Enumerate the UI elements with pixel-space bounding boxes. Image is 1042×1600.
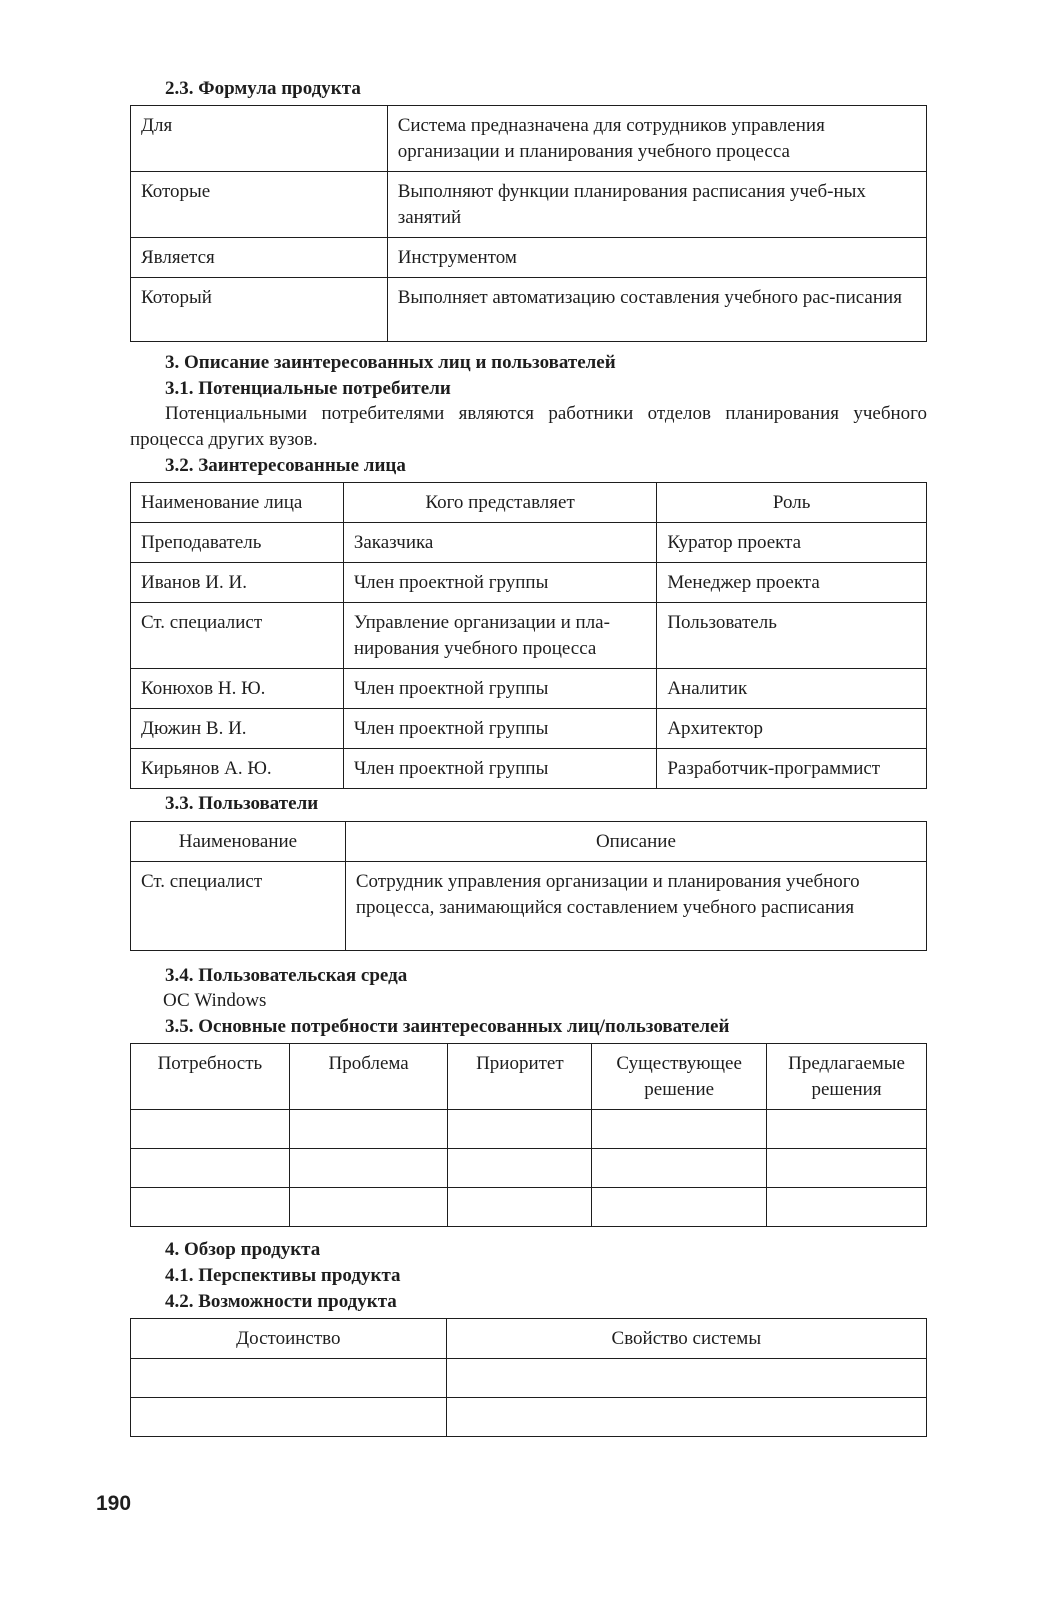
table-row xyxy=(131,603,927,669)
section-heading-3-3: 3.3. Пользователи xyxy=(165,793,319,814)
section-heading-3-1: 3.1. Потенциальные потребители xyxy=(165,378,451,399)
column-header: Достоинство xyxy=(131,1319,447,1359)
table-row xyxy=(131,1188,927,1227)
section-heading-3: 3. Описание заинтересованных лиц и пользователей xyxy=(165,352,616,373)
section-heading-4: 4. Обзор продукта xyxy=(165,1239,321,1260)
table-cell: Кирьянов А. Ю. xyxy=(131,749,344,789)
table-cell: Разработчик-программист xyxy=(657,749,927,789)
section-heading-4-2: 4.2. Возможности продукта xyxy=(165,1291,397,1312)
table-cell: Член проектной группы xyxy=(343,563,657,603)
column-header: Наименование лица xyxy=(131,483,344,523)
table-cell: Член проектной группы xyxy=(343,709,657,749)
formula-label: Для xyxy=(131,106,388,172)
table-cell xyxy=(767,1149,927,1188)
users-table xyxy=(130,821,927,951)
formula-label: Который xyxy=(131,278,388,342)
column-header: Предлагаемые решения xyxy=(767,1044,927,1110)
table-cell: Заказчика xyxy=(343,523,657,563)
table-cell: Архитектор xyxy=(657,709,927,749)
column-header: Свойство системы xyxy=(446,1319,926,1359)
section-heading-3-2: 3.2. Заинтересованные лица xyxy=(165,455,406,476)
table-cell xyxy=(289,1149,448,1188)
stakeholders-table xyxy=(130,482,927,789)
table-row xyxy=(131,172,927,238)
table-cell xyxy=(448,1149,592,1188)
table-cell xyxy=(289,1188,448,1227)
table-row xyxy=(131,749,927,789)
table-cell: Аналитик xyxy=(657,669,927,709)
table-header-row xyxy=(131,1044,927,1110)
column-header: Кого представляет xyxy=(343,483,657,523)
table-cell: Иванов И. И. xyxy=(131,563,344,603)
table-cell xyxy=(446,1398,926,1437)
table-cell xyxy=(592,1110,767,1149)
table-row xyxy=(131,1149,927,1188)
section-heading-2-3: 2.3. Формула продукта xyxy=(165,78,361,99)
table-cell xyxy=(448,1110,592,1149)
formula-value: Выполняет автоматизацию составления учебного рас-писания xyxy=(387,278,926,342)
table-row xyxy=(131,862,927,951)
table-cell: Конюхов Н. Ю. xyxy=(131,669,344,709)
table-cell: Член проектной группы xyxy=(343,669,657,709)
table-row xyxy=(131,563,927,603)
section-heading-3-4: 3.4. Пользовательская среда xyxy=(165,965,408,986)
table-cell xyxy=(289,1110,448,1149)
formula-value: Инструментом xyxy=(387,238,926,278)
table-row xyxy=(131,106,927,172)
table-cell xyxy=(131,1359,447,1398)
table-cell: Управление организации и пла-нирования учебного процесса xyxy=(343,603,657,669)
column-header: Роль xyxy=(657,483,927,523)
section-heading-3-5: 3.5. Основные потребности заинтересованных лиц/пользователей xyxy=(165,1016,730,1037)
section-heading-4-1: 4.1. Перспективы продукта xyxy=(165,1265,401,1286)
formula-value: Выполняют функции планирования расписания учеб-ных занятий xyxy=(387,172,926,238)
table-header-row xyxy=(131,1319,927,1359)
table-cell xyxy=(767,1110,927,1149)
table-cell: Ст. специалист xyxy=(131,603,344,669)
column-header: Проблема xyxy=(289,1044,448,1110)
table-cell xyxy=(131,1110,290,1149)
formula-label: Которые xyxy=(131,172,388,238)
table-row xyxy=(131,238,927,278)
table-cell xyxy=(448,1188,592,1227)
table-cell xyxy=(592,1149,767,1188)
column-header: Приоритет xyxy=(448,1044,592,1110)
product-formula-table xyxy=(130,105,927,342)
table-cell: Сотрудник управления организации и планирования учебного процесса, занимающийся составлением учебного расписания xyxy=(345,862,926,951)
table-header-row xyxy=(131,483,927,523)
table-row xyxy=(131,1359,927,1398)
formula-label: Является xyxy=(131,238,388,278)
table-header-row xyxy=(131,822,927,862)
table-row xyxy=(131,278,927,342)
table-cell xyxy=(592,1188,767,1227)
table-cell: Куратор проекта xyxy=(657,523,927,563)
table-cell: Ст. специалист xyxy=(131,862,346,951)
formula-value: Система предназначена для сотрудников управления организации и планирования учебного процесса xyxy=(387,106,926,172)
table-row xyxy=(131,523,927,563)
table-cell xyxy=(131,1398,447,1437)
page-number: 190 xyxy=(96,1492,132,1515)
table-cell: Преподаватель xyxy=(131,523,344,563)
table-cell: Член проектной группы xyxy=(343,749,657,789)
table-cell xyxy=(131,1188,290,1227)
table-row xyxy=(131,709,927,749)
table-cell xyxy=(131,1149,290,1188)
column-header: Существующее решение xyxy=(592,1044,767,1110)
table-cell: Пользователь xyxy=(657,603,927,669)
table-row xyxy=(131,669,927,709)
needs-table xyxy=(130,1043,927,1227)
table-row xyxy=(131,1110,927,1149)
column-header: Описание xyxy=(345,822,926,862)
capabilities-table xyxy=(130,1318,927,1437)
table-cell: Менеджер проекта xyxy=(657,563,927,603)
user-environment-text: ОС Windows xyxy=(163,990,267,1011)
column-header: Наименование xyxy=(131,822,346,862)
column-header: Потребность xyxy=(131,1044,290,1110)
potential-consumers-text: Потенциальными потребителями являются работники отделов планирования учебного процесса других вузов. xyxy=(130,403,927,450)
table-cell: Дюжин В. И. xyxy=(131,709,344,749)
table-cell xyxy=(767,1188,927,1227)
table-row xyxy=(131,1398,927,1437)
table-cell xyxy=(446,1359,926,1398)
